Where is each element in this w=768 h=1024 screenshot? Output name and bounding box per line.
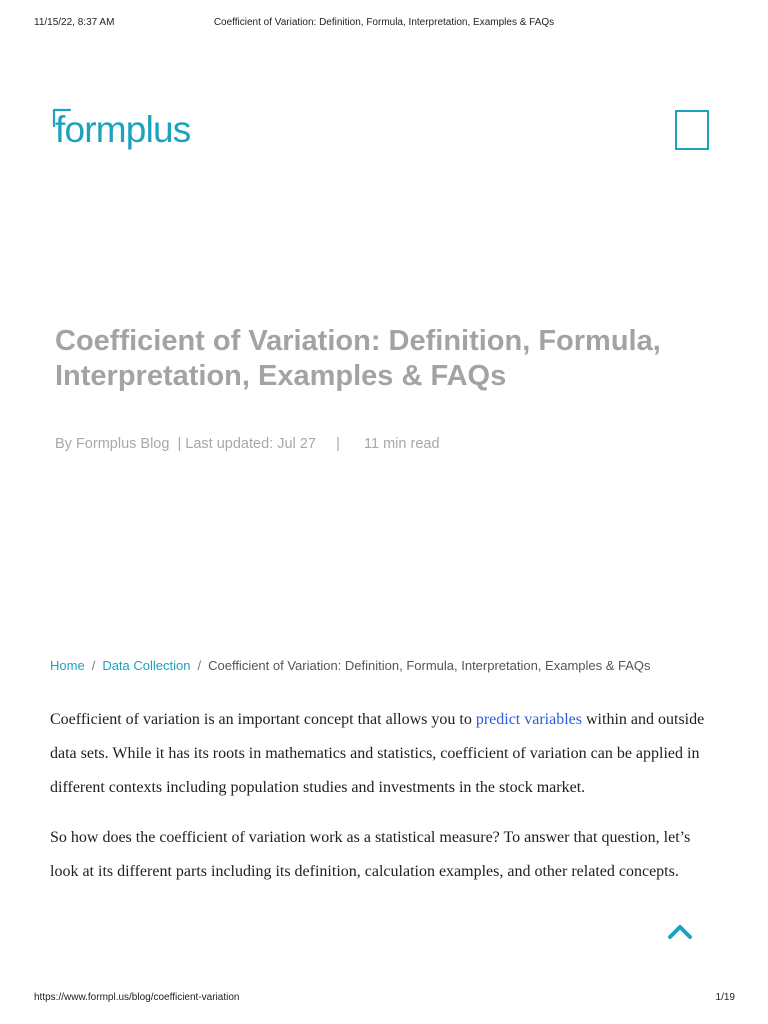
breadcrumb-separator: / <box>197 658 202 673</box>
menu-button[interactable] <box>675 110 709 150</box>
meta-divider: | <box>336 436 340 452</box>
paragraph-text: Coefficient of variation is an important concept that allows you to <box>50 711 476 728</box>
formplus-logo[interactable] <box>50 104 210 160</box>
read-time: 11 min read <box>364 436 440 452</box>
author-byline: By Formplus Blog <box>55 436 170 452</box>
formplus-logo-icon <box>50 104 210 160</box>
chevron-up-icon <box>664 917 696 945</box>
paragraph: So how does the coefficient of variation work as a statistical measure? To answer that question, let’s look at its different parts including its definition, calculation examples, and other related concepts. <box>50 829 691 880</box>
print-page-number: 1/19 <box>715 992 735 1003</box>
logo-text: formplus <box>55 109 191 150</box>
print-doc-title: Coefficient of Variation: Definition, Formula, Interpretation, Examples & FAQs <box>213 17 555 28</box>
breadcrumb-category-link[interactable]: Data Collection <box>102 658 191 673</box>
predict-variables-link[interactable]: predict variables <box>475 711 582 728</box>
paragraph <box>50 703 710 805</box>
print-header <box>0 17 768 33</box>
print-url: https://www.formpl.us/blog/coefficient-variation <box>34 992 240 1003</box>
print-datetime: 11/15/22, 8:37 AM <box>34 17 115 28</box>
breadcrumb-current: Coefficient of Variation: Definition, Formula, Interpretation, Examples & FAQs <box>208 658 651 673</box>
article-body <box>50 703 710 905</box>
last-updated: | Last updated: Jul 27 <box>177 436 316 452</box>
breadcrumb <box>50 658 651 673</box>
paragraph-text: within and outside data sets. While it has its roots in mathematics and statistics, coefficient of variation can be applied in different contexts including population studies and investments in the stock market. <box>50 711 705 796</box>
article-title: Coefficient of Variation: Definition, Formula, Interpretation, Examples & FAQs <box>55 325 661 392</box>
scroll-to-top-button[interactable] <box>664 917 696 945</box>
breadcrumb-home-link[interactable]: Home <box>50 658 85 673</box>
article-meta <box>55 436 440 452</box>
breadcrumb-separator: / <box>91 658 96 673</box>
